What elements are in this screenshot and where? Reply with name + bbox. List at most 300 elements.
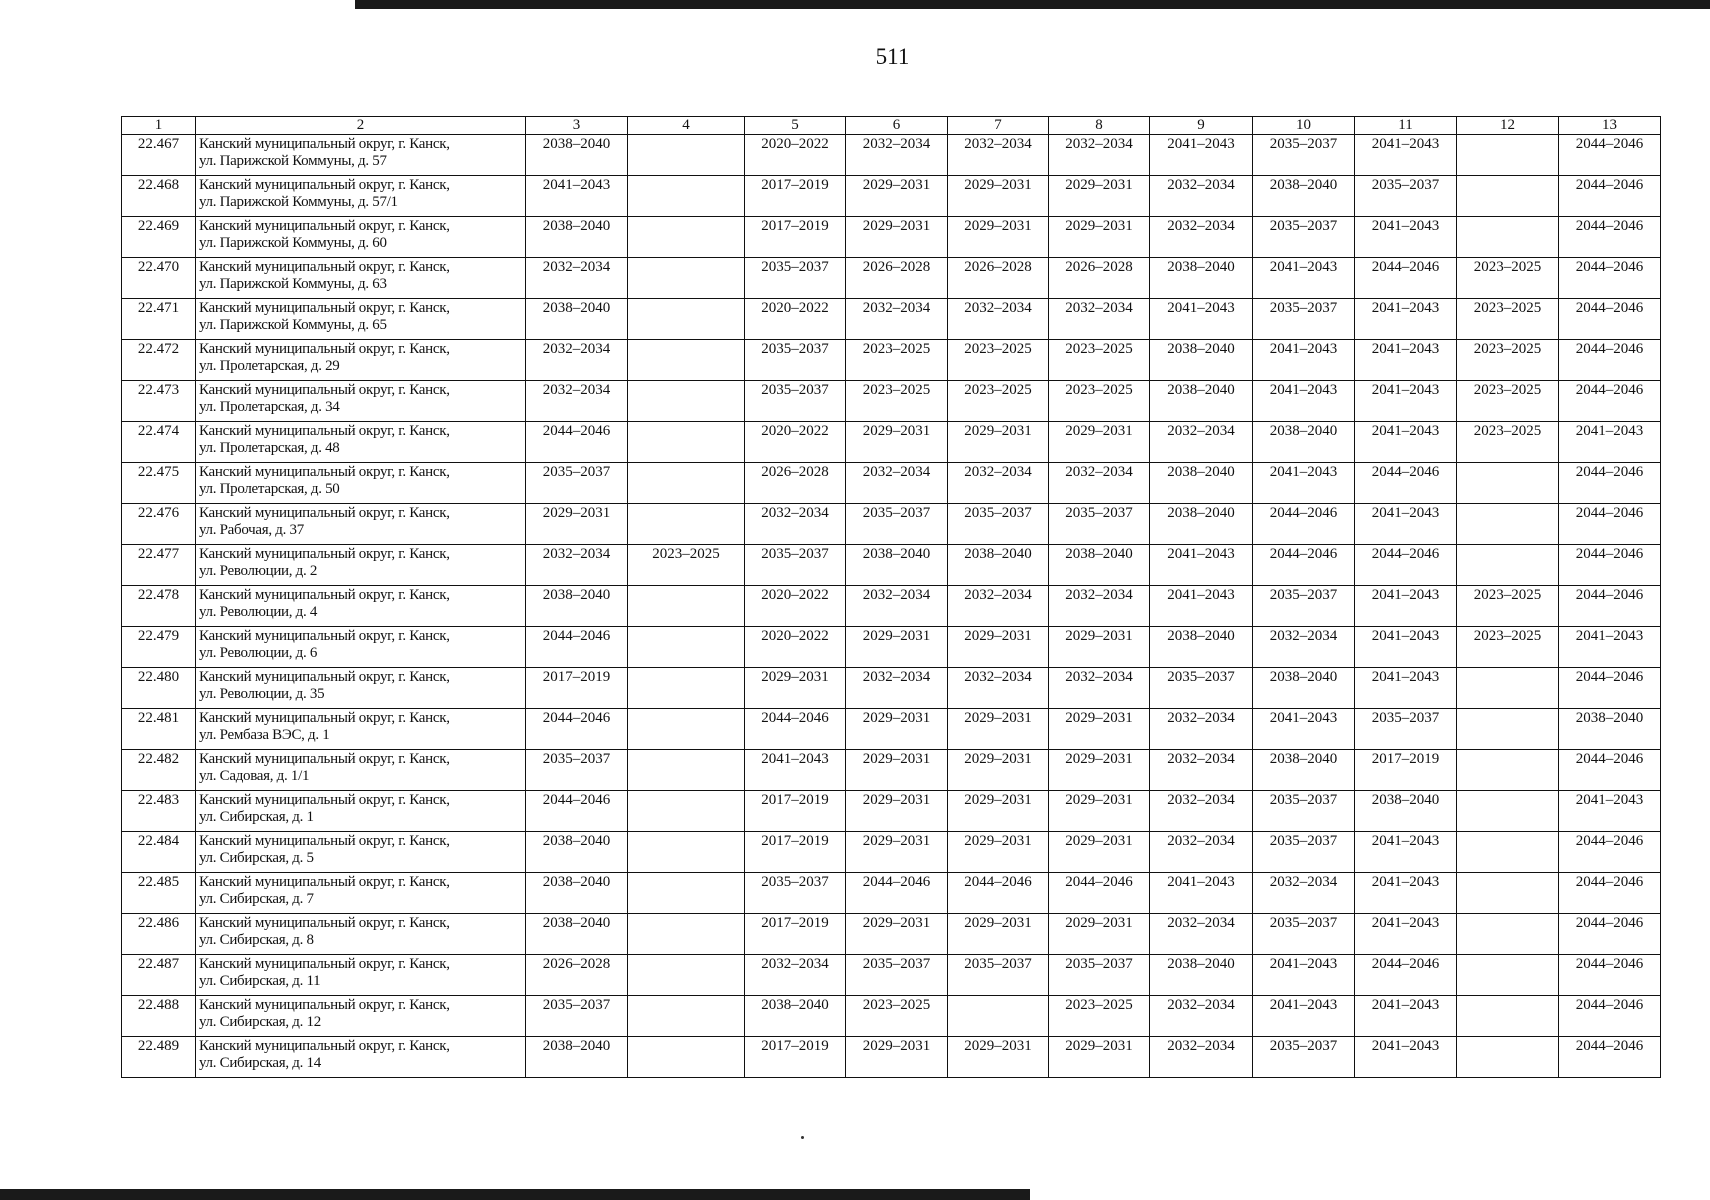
period-cell-col-7: 2029–2031	[948, 914, 1049, 955]
period-cell-col-12	[1457, 176, 1559, 217]
period-cell-col-8: 2032–2034	[1049, 299, 1150, 340]
address-cell	[196, 955, 526, 996]
address-line-street: ул. Парижской Коммуны, д. 63	[199, 276, 387, 292]
period-cell-col-8: 2023–2025	[1049, 381, 1150, 422]
period-cell-col-11: 2041–2043	[1355, 217, 1457, 258]
address-line-district: Канский муниципальный округ, г. Канск,	[199, 300, 450, 316]
period-cell-col-9: 2038–2040	[1150, 463, 1253, 504]
row-number: 22.487	[122, 955, 196, 996]
address-line-district: Канский муниципальный округ, г. Канск,	[199, 341, 450, 357]
period-cell-col-6: 2029–2031	[846, 791, 948, 832]
table-row	[122, 996, 1661, 1037]
period-cell-col-13: 2044–2046	[1559, 914, 1661, 955]
period-cell-col-12: 2023–2025	[1457, 586, 1559, 627]
address-line-district: Канский муниципальный округ, г. Канск,	[199, 874, 450, 890]
period-cell-col-5: 2032–2034	[745, 504, 846, 545]
row-number: 22.479	[122, 627, 196, 668]
period-cell-col-10: 2038–2040	[1253, 422, 1355, 463]
period-cell-col-3: 2038–2040	[526, 873, 628, 914]
address-cell	[196, 1037, 526, 1078]
period-cell-col-5: 2035–2037	[745, 258, 846, 299]
address-cell	[196, 258, 526, 299]
period-cell-col-7: 2035–2037	[948, 955, 1049, 996]
period-cell-col-3: 2044–2046	[526, 791, 628, 832]
address-cell	[196, 750, 526, 791]
period-cell-col-8: 2035–2037	[1049, 955, 1150, 996]
address-line-district: Канский муниципальный округ, г. Канск,	[199, 915, 450, 931]
period-cell-col-8: 2032–2034	[1049, 463, 1150, 504]
period-cell-col-8: 2044–2046	[1049, 873, 1150, 914]
period-cell-col-3: 2035–2037	[526, 463, 628, 504]
period-cell-col-4	[628, 258, 745, 299]
period-cell-col-8: 2029–2031	[1049, 914, 1150, 955]
period-cell-col-6: 2026–2028	[846, 258, 948, 299]
period-cell-col-7: 2035–2037	[948, 504, 1049, 545]
period-cell-col-13: 2044–2046	[1559, 381, 1661, 422]
period-cell-col-5: 2020–2022	[745, 299, 846, 340]
period-cell-col-13: 2044–2046	[1559, 545, 1661, 586]
period-cell-col-9: 2041–2043	[1150, 873, 1253, 914]
column-header: 3	[526, 117, 628, 135]
period-cell-col-11: 2041–2043	[1355, 299, 1457, 340]
period-cell-col-13: 2044–2046	[1559, 668, 1661, 709]
period-cell-col-7: 2029–2031	[948, 422, 1049, 463]
period-cell-col-7: 2029–2031	[948, 176, 1049, 217]
period-cell-col-10: 2035–2037	[1253, 914, 1355, 955]
period-cell-col-13: 2044–2046	[1559, 750, 1661, 791]
period-cell-col-5: 2017–2019	[745, 176, 846, 217]
table-row	[122, 422, 1661, 463]
period-cell-col-4	[628, 1037, 745, 1078]
period-cell-col-5: 2035–2037	[745, 545, 846, 586]
address-line-street: ул. Сибирская, д. 12	[199, 1014, 321, 1030]
table-row	[122, 463, 1661, 504]
period-cell-col-10: 2038–2040	[1253, 750, 1355, 791]
period-cell-col-8: 2023–2025	[1049, 340, 1150, 381]
row-number: 22.470	[122, 258, 196, 299]
table-row	[122, 545, 1661, 586]
period-cell-col-8: 2029–2031	[1049, 422, 1150, 463]
period-cell-col-5: 2026–2028	[745, 463, 846, 504]
address-cell	[196, 627, 526, 668]
period-cell-col-7: 2032–2034	[948, 586, 1049, 627]
period-cell-col-9: 2038–2040	[1150, 258, 1253, 299]
address-line-district: Канский муниципальный округ, г. Канск,	[199, 218, 450, 234]
period-cell-col-9: 2032–2034	[1150, 996, 1253, 1037]
period-cell-col-8: 2029–2031	[1049, 791, 1150, 832]
period-cell-col-3: 2032–2034	[526, 258, 628, 299]
period-cell-col-9: 2038–2040	[1150, 955, 1253, 996]
period-cell-col-6: 2029–2031	[846, 176, 948, 217]
row-number: 22.476	[122, 504, 196, 545]
table-row	[122, 217, 1661, 258]
address-cell	[196, 996, 526, 1037]
period-cell-col-3: 2026–2028	[526, 955, 628, 996]
scan-border-bottom	[0, 1189, 1030, 1200]
period-cell-col-3: 2032–2034	[526, 340, 628, 381]
column-header: 4	[628, 117, 745, 135]
address-cell	[196, 545, 526, 586]
address-cell	[196, 668, 526, 709]
period-cell-col-3: 2017–2019	[526, 668, 628, 709]
period-cell-col-9: 2041–2043	[1150, 586, 1253, 627]
period-cell-col-12	[1457, 832, 1559, 873]
address-cell	[196, 791, 526, 832]
column-header: 5	[745, 117, 846, 135]
period-cell-col-10: 2035–2037	[1253, 217, 1355, 258]
period-cell-col-11: 2041–2043	[1355, 504, 1457, 545]
period-cell-col-6: 2029–2031	[846, 750, 948, 791]
period-cell-col-8: 2032–2034	[1049, 586, 1150, 627]
period-cell-col-6: 2029–2031	[846, 832, 948, 873]
table-row	[122, 955, 1661, 996]
period-cell-col-9: 2035–2037	[1150, 668, 1253, 709]
period-cell-col-6: 2029–2031	[846, 1037, 948, 1078]
period-cell-col-9: 2032–2034	[1150, 1037, 1253, 1078]
period-cell-col-13: 2044–2046	[1559, 586, 1661, 627]
period-cell-col-3: 2038–2040	[526, 914, 628, 955]
period-cell-col-4	[628, 504, 745, 545]
period-cell-col-9: 2038–2040	[1150, 340, 1253, 381]
row-number: 22.483	[122, 791, 196, 832]
period-cell-col-11: 2035–2037	[1355, 176, 1457, 217]
header-row	[122, 117, 1661, 135]
address-line-district: Канский муниципальный округ, г. Канск,	[199, 710, 450, 726]
period-cell-col-4	[628, 873, 745, 914]
period-cell-col-4	[628, 422, 745, 463]
table-row	[122, 709, 1661, 750]
table-row	[122, 914, 1661, 955]
address-cell	[196, 422, 526, 463]
period-cell-col-13: 2044–2046	[1559, 504, 1661, 545]
period-cell-col-13: 2044–2046	[1559, 176, 1661, 217]
row-number: 22.477	[122, 545, 196, 586]
period-cell-col-4	[628, 750, 745, 791]
period-cell-col-3: 2044–2046	[526, 627, 628, 668]
address-line-street: ул. Парижской Коммуны, д. 57	[199, 153, 387, 169]
period-cell-col-11: 2041–2043	[1355, 832, 1457, 873]
period-cell-col-3: 2032–2034	[526, 381, 628, 422]
period-cell-col-7: 2029–2031	[948, 1037, 1049, 1078]
period-cell-col-5: 2032–2034	[745, 955, 846, 996]
period-cell-col-6: 2032–2034	[846, 668, 948, 709]
period-cell-col-9: 2038–2040	[1150, 381, 1253, 422]
period-cell-col-13: 2044–2046	[1559, 463, 1661, 504]
period-cell-col-12: 2023–2025	[1457, 340, 1559, 381]
address-line-street: ул. Садовая, д. 1/1	[199, 768, 310, 784]
address-line-district: Канский муниципальный округ, г. Канск,	[199, 259, 450, 275]
period-cell-col-5: 2035–2037	[745, 873, 846, 914]
period-cell-col-6: 2044–2046	[846, 873, 948, 914]
period-cell-col-12	[1457, 750, 1559, 791]
period-cell-col-4	[628, 586, 745, 627]
period-cell-col-11: 2041–2043	[1355, 340, 1457, 381]
period-cell-col-10: 2035–2037	[1253, 1037, 1355, 1078]
period-cell-col-12: 2023–2025	[1457, 627, 1559, 668]
period-cell-col-5: 2044–2046	[745, 709, 846, 750]
row-number: 22.478	[122, 586, 196, 627]
period-cell-col-11: 2044–2046	[1355, 545, 1457, 586]
table-row	[122, 668, 1661, 709]
address-cell	[196, 217, 526, 258]
period-cell-col-11: 2041–2043	[1355, 135, 1457, 176]
period-cell-col-5: 2020–2022	[745, 422, 846, 463]
period-cell-col-10: 2032–2034	[1253, 627, 1355, 668]
period-cell-col-10: 2044–2046	[1253, 545, 1355, 586]
table-row	[122, 791, 1661, 832]
period-cell-col-7: 2023–2025	[948, 340, 1049, 381]
table-row	[122, 750, 1661, 791]
table-body	[122, 135, 1661, 1078]
period-cell-col-7: 2029–2031	[948, 709, 1049, 750]
address-line-street: ул. Сибирская, д. 14	[199, 1055, 321, 1071]
row-number: 22.473	[122, 381, 196, 422]
address-cell	[196, 709, 526, 750]
period-cell-col-4	[628, 791, 745, 832]
period-cell-col-8: 2029–2031	[1049, 709, 1150, 750]
period-cell-col-10: 2032–2034	[1253, 873, 1355, 914]
period-cell-col-8: 2029–2031	[1049, 1037, 1150, 1078]
period-cell-col-7: 2029–2031	[948, 750, 1049, 791]
scan-speck	[801, 1136, 804, 1139]
address-cell	[196, 586, 526, 627]
address-line-district: Канский муниципальный округ, г. Канск,	[199, 423, 450, 439]
period-cell-col-11: 2017–2019	[1355, 750, 1457, 791]
period-cell-col-7: 2038–2040	[948, 545, 1049, 586]
period-cell-col-7: 2044–2046	[948, 873, 1049, 914]
period-cell-col-10: 2044–2046	[1253, 504, 1355, 545]
period-cell-col-3: 2044–2046	[526, 709, 628, 750]
period-cell-col-7: 2032–2034	[948, 135, 1049, 176]
address-cell	[196, 914, 526, 955]
period-cell-col-4	[628, 996, 745, 1037]
period-cell-col-12	[1457, 791, 1559, 832]
period-cell-col-8: 2029–2031	[1049, 627, 1150, 668]
table-row	[122, 504, 1661, 545]
address-line-street: ул. Рембаза ВЭС, д. 1	[199, 727, 330, 743]
period-cell-col-10: 2035–2037	[1253, 299, 1355, 340]
row-number: 22.475	[122, 463, 196, 504]
column-header: 6	[846, 117, 948, 135]
period-cell-col-6: 2023–2025	[846, 996, 948, 1037]
period-cell-col-13: 2038–2040	[1559, 709, 1661, 750]
row-number: 22.482	[122, 750, 196, 791]
address-cell	[196, 873, 526, 914]
period-cell-col-9: 2032–2034	[1150, 750, 1253, 791]
row-number: 22.471	[122, 299, 196, 340]
period-cell-col-7: 2023–2025	[948, 381, 1049, 422]
column-header: 10	[1253, 117, 1355, 135]
period-cell-col-6: 2023–2025	[846, 381, 948, 422]
period-cell-col-5: 2041–2043	[745, 750, 846, 791]
period-cell-col-4	[628, 463, 745, 504]
period-cell-col-3: 2035–2037	[526, 750, 628, 791]
row-number: 22.485	[122, 873, 196, 914]
address-line-street: ул. Парижской Коммуны, д. 57/1	[199, 194, 398, 210]
period-cell-col-10: 2041–2043	[1253, 381, 1355, 422]
column-header: 13	[1559, 117, 1661, 135]
period-cell-col-13: 2044–2046	[1559, 873, 1661, 914]
address-line-district: Канский муниципальный округ, г. Канск,	[199, 177, 450, 193]
period-cell-col-3: 2041–2043	[526, 176, 628, 217]
period-cell-col-10: 2035–2037	[1253, 791, 1355, 832]
period-cell-col-12	[1457, 1037, 1559, 1078]
period-cell-col-5: 2017–2019	[745, 217, 846, 258]
period-cell-col-6: 2032–2034	[846, 463, 948, 504]
period-cell-col-10: 2035–2037	[1253, 586, 1355, 627]
address-cell	[196, 463, 526, 504]
period-cell-col-11: 2041–2043	[1355, 873, 1457, 914]
period-cell-col-11: 2041–2043	[1355, 422, 1457, 463]
table-row	[122, 135, 1661, 176]
period-cell-col-6: 2029–2031	[846, 422, 948, 463]
period-cell-col-13: 2041–2043	[1559, 627, 1661, 668]
column-header: 7	[948, 117, 1049, 135]
period-cell-col-11: 2041–2043	[1355, 586, 1457, 627]
table-row	[122, 340, 1661, 381]
row-number: 22.472	[122, 340, 196, 381]
period-cell-col-5: 2017–2019	[745, 1037, 846, 1078]
period-cell-col-6: 2032–2034	[846, 135, 948, 176]
page-number: 511	[875, 44, 910, 69]
period-cell-col-4	[628, 668, 745, 709]
period-cell-col-6: 2029–2031	[846, 217, 948, 258]
period-cell-col-13: 2041–2043	[1559, 791, 1661, 832]
address-cell	[196, 176, 526, 217]
period-cell-col-3: 2038–2040	[526, 832, 628, 873]
period-cell-col-6: 2035–2037	[846, 955, 948, 996]
address-line-street: ул. Рабочая, д. 37	[199, 522, 304, 538]
row-number: 22.480	[122, 668, 196, 709]
period-cell-col-12	[1457, 914, 1559, 955]
address-cell	[196, 504, 526, 545]
period-cell-col-3: 2029–2031	[526, 504, 628, 545]
address-line-street: ул. Пролетарская, д. 50	[199, 481, 340, 497]
period-cell-col-7: 2032–2034	[948, 463, 1049, 504]
address-line-district: Канский муниципальный округ, г. Канск,	[199, 669, 450, 685]
period-cell-col-12	[1457, 545, 1559, 586]
column-header: 2	[196, 117, 526, 135]
column-header: 12	[1457, 117, 1559, 135]
period-cell-col-9: 2032–2034	[1150, 832, 1253, 873]
period-cell-col-4	[628, 914, 745, 955]
period-cell-col-4: 2023–2025	[628, 545, 745, 586]
address-cell	[196, 832, 526, 873]
period-cell-col-3: 2038–2040	[526, 1037, 628, 1078]
register-table	[121, 116, 1661, 1078]
period-cell-col-13: 2044–2046	[1559, 258, 1661, 299]
period-cell-col-10: 2041–2043	[1253, 955, 1355, 996]
period-cell-col-12	[1457, 504, 1559, 545]
period-cell-col-10: 2038–2040	[1253, 668, 1355, 709]
period-cell-col-4	[628, 381, 745, 422]
period-cell-col-8: 2038–2040	[1049, 545, 1150, 586]
address-line-street: ул. Сибирская, д. 8	[199, 932, 314, 948]
period-cell-col-11: 2044–2046	[1355, 463, 1457, 504]
period-cell-col-7: 2026–2028	[948, 258, 1049, 299]
address-cell	[196, 381, 526, 422]
address-line-district: Канский муниципальный округ, г. Канск,	[199, 382, 450, 398]
period-cell-col-4	[628, 135, 745, 176]
row-number: 22.489	[122, 1037, 196, 1078]
period-cell-col-7: 2032–2034	[948, 299, 1049, 340]
address-line-district: Канский муниципальный округ, г. Канск,	[199, 751, 450, 767]
period-cell-col-6: 2032–2034	[846, 299, 948, 340]
period-cell-col-9: 2038–2040	[1150, 504, 1253, 545]
period-cell-col-4	[628, 627, 745, 668]
address-line-street: ул. Сибирская, д. 11	[199, 973, 321, 989]
address-line-district: Канский муниципальный округ, г. Канск,	[199, 1038, 450, 1054]
period-cell-col-10: 2035–2037	[1253, 832, 1355, 873]
row-number: 22.469	[122, 217, 196, 258]
address-line-street: ул. Революции, д. 4	[199, 604, 318, 620]
row-number: 22.484	[122, 832, 196, 873]
address-line-district: Канский муниципальный округ, г. Канск,	[199, 546, 450, 562]
table-row	[122, 832, 1661, 873]
period-cell-col-7: 2029–2031	[948, 627, 1049, 668]
address-line-district: Канский муниципальный округ, г. Канск,	[199, 997, 450, 1013]
period-cell-col-8: 2029–2031	[1049, 750, 1150, 791]
period-cell-col-11: 2041–2043	[1355, 1037, 1457, 1078]
period-cell-col-7: 2029–2031	[948, 791, 1049, 832]
row-number: 22.474	[122, 422, 196, 463]
period-cell-col-5: 2017–2019	[745, 832, 846, 873]
row-number: 22.486	[122, 914, 196, 955]
column-header: 1	[122, 117, 196, 135]
period-cell-col-12: 2023–2025	[1457, 381, 1559, 422]
address-line-street: ул. Сибирская, д. 5	[199, 850, 314, 866]
period-cell-col-12	[1457, 996, 1559, 1037]
period-cell-col-3: 2038–2040	[526, 135, 628, 176]
address-line-district: Канский муниципальный округ, г. Канск,	[199, 792, 450, 808]
period-cell-col-10: 2038–2040	[1253, 176, 1355, 217]
scan-border-top	[355, 0, 1710, 9]
period-cell-col-6: 2029–2031	[846, 627, 948, 668]
period-cell-col-13: 2044–2046	[1559, 1037, 1661, 1078]
period-cell-col-13: 2041–2043	[1559, 422, 1661, 463]
table-row	[122, 381, 1661, 422]
period-cell-col-8: 2029–2031	[1049, 217, 1150, 258]
address-line-street: ул. Пролетарская, д. 29	[199, 358, 340, 374]
period-cell-col-11: 2041–2043	[1355, 914, 1457, 955]
address-line-street: ул. Пролетарская, д. 48	[199, 440, 340, 456]
address-line-street: ул. Сибирская, д. 1	[199, 809, 314, 825]
period-cell-col-8: 2032–2034	[1049, 135, 1150, 176]
row-number: 22.467	[122, 135, 196, 176]
table-row	[122, 299, 1661, 340]
period-cell-col-5: 2020–2022	[745, 135, 846, 176]
period-cell-col-6: 2023–2025	[846, 340, 948, 381]
period-cell-col-7: 2032–2034	[948, 668, 1049, 709]
table-row	[122, 873, 1661, 914]
address-line-district: Канский муниципальный округ, г. Канск,	[199, 505, 450, 521]
period-cell-col-12: 2023–2025	[1457, 422, 1559, 463]
period-cell-col-13: 2044–2046	[1559, 299, 1661, 340]
address-line-district: Канский муниципальный округ, г. Канск,	[199, 136, 450, 152]
period-cell-col-5: 2017–2019	[745, 914, 846, 955]
period-cell-col-4	[628, 709, 745, 750]
table-row	[122, 627, 1661, 668]
period-cell-col-9: 2032–2034	[1150, 914, 1253, 955]
period-cell-col-4	[628, 955, 745, 996]
column-header: 11	[1355, 117, 1457, 135]
period-cell-col-9: 2032–2034	[1150, 422, 1253, 463]
period-cell-col-12	[1457, 709, 1559, 750]
address-line-street: ул. Пролетарская, д. 34	[199, 399, 340, 415]
address-line-street: ул. Парижской Коммуны, д. 60	[199, 235, 387, 251]
period-cell-col-13: 2044–2046	[1559, 217, 1661, 258]
period-cell-col-7: 2029–2031	[948, 217, 1049, 258]
